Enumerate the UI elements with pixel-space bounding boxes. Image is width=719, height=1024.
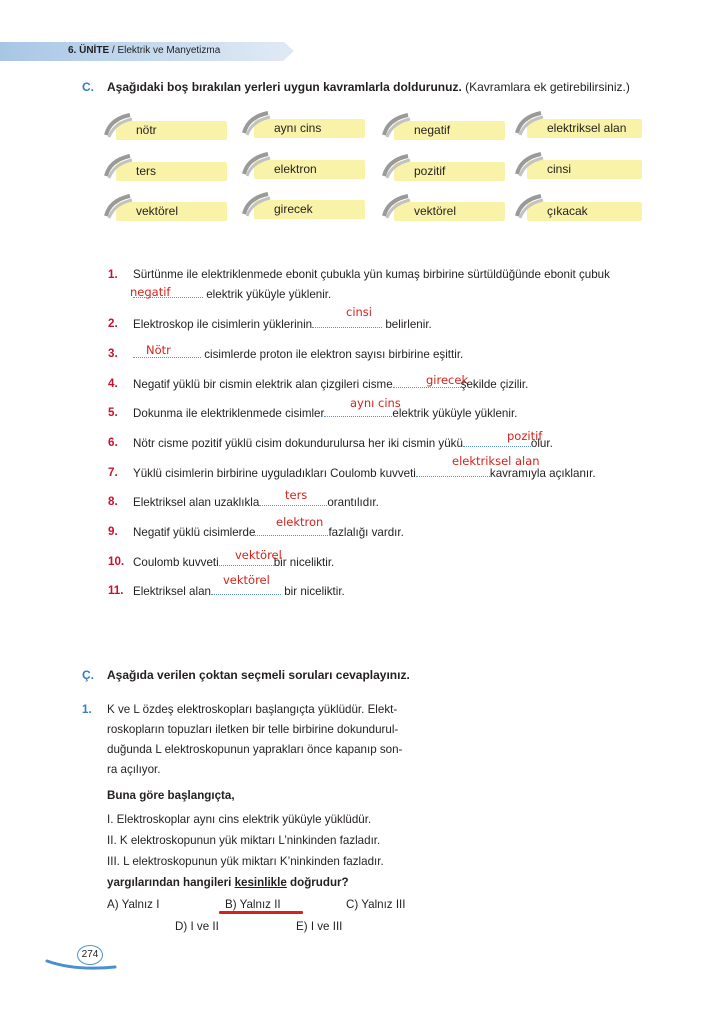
option-b[interactable]: B) Yalnız II <box>225 898 281 911</box>
page-curl-icon <box>515 152 545 178</box>
chip-label: pozitif <box>414 164 446 178</box>
concept-chip <box>394 162 505 181</box>
page-curl-icon <box>242 152 272 178</box>
chip-label: negatif <box>414 123 451 137</box>
chip-label: aynı cins <box>274 121 322 135</box>
question-text <box>133 406 517 420</box>
chip-label: elektriksel alan <box>547 121 627 135</box>
concept-chip <box>116 202 227 221</box>
concept-chip <box>254 119 365 138</box>
question-text-before: Elektriksel alan uzaklıkla <box>133 496 260 509</box>
question-number: 4. <box>108 377 118 390</box>
question-text-after: bir niceliktir. <box>273 556 335 569</box>
question-stem-keyword: kesinlikle <box>234 876 287 889</box>
option-a[interactable]: A) Yalnız I <box>107 898 160 911</box>
unit-topic: / Elektrik ve Manyetizma <box>111 45 221 56</box>
chip-label: çıkacak <box>547 204 588 218</box>
handwritten-answer: aynı cins <box>350 396 401 410</box>
question-text-before: Yüklü cisimlerin birbirine uyguladıkları Coulomb kuvveti <box>133 467 416 480</box>
handwritten-answer: girecek <box>426 373 469 387</box>
unit-heading <box>68 45 220 56</box>
question-number: 6. <box>108 436 118 449</box>
unit-banner <box>0 42 284 61</box>
question-number: 8. <box>108 495 118 508</box>
question-text-before: Dokunma ile elektriklenmede cisimler <box>133 407 325 420</box>
question-text-before: Elektriksel alan <box>133 585 211 598</box>
selected-answer-underline <box>219 911 303 914</box>
answer-blank <box>463 436 531 447</box>
question-text-after: elektrik yüküyle yüklenir. <box>392 407 518 420</box>
section-cc-letter: Ç. <box>82 668 94 682</box>
question-text <box>133 287 331 301</box>
chip-label: vektörel <box>414 204 457 218</box>
handwritten-answer: pozitif <box>507 429 543 443</box>
handwritten-answer: vektörel <box>235 548 282 562</box>
question-text-after: cisimlerde proton ile elektron sayısı birbirine eşittir. <box>204 348 464 361</box>
question-number: 2. <box>108 317 118 330</box>
section-c-instruction: Aşağıdaki boş bırakılan yerleri uygun kavramlarla doldurunuz. <box>107 80 462 94</box>
page-curl-icon <box>242 111 272 137</box>
handwritten-answer: elektriksel alan <box>452 454 540 468</box>
page-curl-icon <box>104 154 134 180</box>
question-text <box>133 584 345 598</box>
question-text-before: Coulomb kuvveti <box>133 556 219 569</box>
question-text: Sürtünme ile elektriklenmede ebonit çubukla yün kumaş birbirine sürtüldüğünde ebonit çubuk <box>133 268 610 281</box>
question-prompt: Buna göre başlangıçta, <box>107 789 235 802</box>
concept-chip <box>394 121 505 140</box>
question-text <box>133 466 596 480</box>
question-text-before: Elektroskop ile cisimlerin yüklerinin <box>133 318 313 331</box>
question-stem-post: doğrudur? <box>290 876 349 889</box>
question-text <box>133 347 463 361</box>
page-number: 274 <box>77 945 103 965</box>
answer-blank <box>133 347 201 358</box>
question-text-after: belirlenir. <box>385 318 432 331</box>
question-text <box>133 525 404 539</box>
page-curl-icon <box>104 113 134 139</box>
statement-3: III. L elektroskopunun yük miktarı K’ninkinden fazladır. <box>107 855 384 868</box>
question-number: 11. <box>108 584 124 597</box>
question-stem-pre: yargılarından hangileri <box>107 876 232 889</box>
concept-chip <box>394 202 505 221</box>
answer-blank <box>312 317 382 328</box>
question-number: 9. <box>108 525 118 538</box>
question-text <box>133 317 432 331</box>
question-text-after: olur. <box>530 437 553 450</box>
paragraph-line: K ve L özdeş elektroskopları başlangıçta yüklüdür. Elekt- <box>107 703 398 716</box>
answer-blank <box>219 555 274 566</box>
page-curl-icon <box>382 154 412 180</box>
paragraph-line: roskopların topuzları iletken bir telle birbirine dokundurul- <box>107 723 399 736</box>
answer-blank <box>211 584 281 595</box>
answer-blank <box>133 287 203 298</box>
option-c[interactable]: C) Yalnız III <box>346 898 406 911</box>
question-stem <box>107 876 349 889</box>
page-curl-icon <box>242 192 272 218</box>
concept-chip <box>527 119 642 138</box>
answer-blank <box>255 525 328 536</box>
page-curl-icon <box>382 194 412 220</box>
question-text-after: fazlalığı vardır. <box>328 526 404 539</box>
question-text-before: Nötr cisme pozitif yüklü cisim dokundurulursa her iki cismin yükü <box>133 437 463 450</box>
chip-label: cinsi <box>547 162 572 176</box>
concept-chip <box>254 160 365 179</box>
concept-chip <box>527 202 642 221</box>
question-number: 1. <box>108 268 118 281</box>
chip-label: nötr <box>136 123 157 137</box>
question-text <box>133 377 528 391</box>
question-text-before: Negatif yüklü bir cismin elektrik alan çizgileri cisme <box>133 378 393 391</box>
unit-label: 6. ÜNİTE <box>68 45 110 56</box>
question-text-after: orantılıdır. <box>327 496 379 509</box>
question-text <box>133 555 334 569</box>
option-d[interactable]: D) I ve II <box>175 920 219 933</box>
chip-label: ters <box>136 164 157 178</box>
concept-chip <box>527 160 642 179</box>
section-c-letter: C. <box>82 80 94 94</box>
concept-chip <box>116 121 227 140</box>
chip-label: girecek <box>274 202 313 216</box>
question-text <box>133 495 379 509</box>
mc-question-number: 1. <box>82 703 92 716</box>
concept-chip <box>116 162 227 181</box>
page-curl-icon <box>382 113 412 139</box>
paragraph-line: ra açılıyor. <box>107 763 161 776</box>
question-text-after: kavramıyla açıklanır. <box>489 467 596 480</box>
handwritten-answer: cinsi <box>346 305 372 319</box>
page-curl-icon <box>515 194 545 220</box>
answer-blank <box>393 377 461 388</box>
page-curl-icon <box>104 194 134 220</box>
question-number: 7. <box>108 466 118 479</box>
section-c-title <box>107 80 630 94</box>
handwritten-answer: Nötr <box>146 343 171 357</box>
handwritten-answer: elektron <box>276 515 324 529</box>
option-e[interactable]: E) I ve III <box>296 920 343 933</box>
question-text-after: şekilde çizilir. <box>460 378 529 391</box>
handwritten-answer: negatif <box>130 285 171 299</box>
question-number: 10. <box>108 555 125 568</box>
question-text-after: elektrik yüküyle yüklenir. <box>206 288 332 301</box>
concept-chip <box>254 200 365 219</box>
handwritten-answer: vektörel <box>223 573 270 587</box>
answer-blank <box>259 495 327 506</box>
question-number: 5. <box>108 406 118 419</box>
page-curl-icon <box>515 111 545 137</box>
section-c-note: (Kavramlara ek getirebilirsiniz.) <box>465 80 630 94</box>
question-number: 3. <box>108 347 118 360</box>
answer-blank <box>416 466 490 477</box>
chip-label: vektörel <box>136 204 179 218</box>
chip-label: elektron <box>274 162 317 176</box>
statement-1: I. Elektroskoplar aynı cins elektrik yüküyle yüklüdür. <box>107 813 372 826</box>
question-text-after: bir niceliktir. <box>284 585 345 598</box>
section-cc-instruction: Aşağıda verilen çoktan seçmeli soruları cevaplayınız. <box>107 668 410 682</box>
paragraph-line: duğunda L elektroskopunun yaprakları önce kapanıp son- <box>107 743 403 756</box>
question-text-before: Negatif yüklü cisimlerde <box>133 526 256 539</box>
handwritten-answer: ters <box>285 488 308 502</box>
answer-blank <box>324 406 392 417</box>
question-text <box>133 436 553 450</box>
statement-2: II. K elektroskopunun yük miktarı L’ninkinden fazladır. <box>107 834 381 847</box>
